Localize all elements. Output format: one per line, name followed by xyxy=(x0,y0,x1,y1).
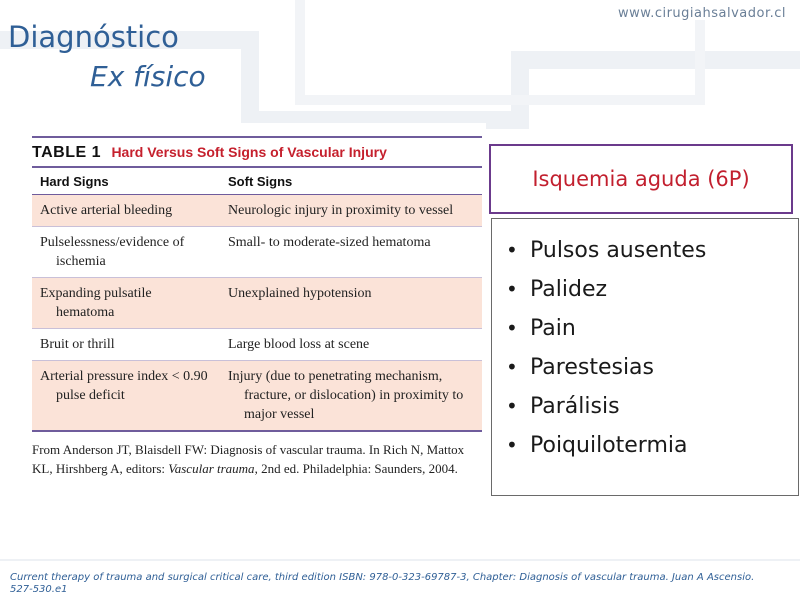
hard-sign-cell xyxy=(32,227,220,278)
table-panel xyxy=(10,123,486,523)
soft-sign-text: Small- to moderate-sized hematoma xyxy=(228,235,431,250)
six-p-item xyxy=(506,426,798,465)
source-prefix: From Anderson JT, Blaisdell FW: Diagnosis of vascular trauma. In Rich N, Mattox KL, Hirshberg A, editors: xyxy=(32,442,465,476)
six-p-item-label: Palidez xyxy=(530,277,608,302)
soft-sign-cell xyxy=(220,278,482,329)
hard-sign-text: Arterial pressure index < 0.90 pulse deficit xyxy=(40,369,208,403)
page-title: Diagnóstico xyxy=(8,20,179,54)
bullet-icon: • xyxy=(506,433,518,457)
six-p-list xyxy=(492,231,798,465)
table-row xyxy=(32,329,482,361)
hard-sign-cell xyxy=(32,361,220,432)
footer-citation: Current therapy of trauma and surgical critical care, third edition ISBN: 978-0-323-69787-3, Chapter: Diagnosis of vascular trauma. Juan A Ascensio. 527-530.e1 xyxy=(10,572,755,595)
bullet-icon: • xyxy=(506,394,518,418)
table-source xyxy=(32,440,482,478)
six-p-item-label: Parestesias xyxy=(530,355,654,380)
six-p-item-label: Parálisis xyxy=(530,394,620,419)
hard-sign-text: Bruit or thrill xyxy=(40,337,115,352)
hard-sign-cell xyxy=(32,195,220,227)
table-row xyxy=(32,361,482,432)
bullet-icon: • xyxy=(506,277,518,301)
bullet-icon: • xyxy=(506,355,518,379)
site-url: www.cirugiahsalvador.cl xyxy=(617,6,786,21)
table-title-row xyxy=(32,136,482,166)
soft-sign-text: Neurologic injury in proximity to vessel xyxy=(228,203,454,218)
bullet-icon: • xyxy=(506,238,518,262)
table-row xyxy=(32,227,482,278)
table-label: TABLE 1 xyxy=(32,144,101,161)
column-header-hard: Hard Signs xyxy=(40,174,109,189)
hard-sign-cell xyxy=(32,278,220,329)
table-row xyxy=(32,195,482,227)
source-title: Vascular trauma xyxy=(168,461,255,476)
table-caption: Hard Versus Soft Signs of Vascular Injury xyxy=(111,144,387,160)
soft-sign-text: Large blood loss at scene xyxy=(228,337,370,352)
six-p-item-label: Pulsos ausentes xyxy=(530,238,707,263)
six-p-item xyxy=(506,348,798,387)
soft-sign-cell xyxy=(220,329,482,361)
six-p-item xyxy=(506,270,798,309)
hard-sign-text: Pulselessness/evidence of ischemia xyxy=(40,235,185,269)
six-p-item xyxy=(506,387,798,426)
six-p-item xyxy=(506,309,798,348)
hard-sign-cell xyxy=(32,329,220,361)
source-suffix: , 2nd ed. Philadelphia: Saunders, 2004. xyxy=(254,461,458,476)
six-p-title-box xyxy=(489,144,793,214)
six-p-item xyxy=(506,231,798,270)
six-p-item-label: Pain xyxy=(530,316,576,341)
vascular-signs-table xyxy=(32,136,482,478)
bullet-icon: • xyxy=(506,316,518,340)
soft-sign-cell xyxy=(220,361,482,432)
signs-table xyxy=(32,166,482,432)
six-p-item-label: Poiquilotermia xyxy=(530,433,688,458)
soft-sign-cell xyxy=(220,195,482,227)
table-row xyxy=(32,278,482,329)
six-p-list-box xyxy=(491,218,799,496)
table-header-row xyxy=(32,167,482,195)
six-p-title: Isquemia aguda (6P) xyxy=(532,167,750,191)
hard-sign-text: Active arterial bleeding xyxy=(40,203,173,218)
soft-sign-text: Injury (due to penetrating mechanism, fracture, or dislocation) in proximity to major vessel xyxy=(228,369,464,422)
soft-sign-cell xyxy=(220,227,482,278)
column-header-soft: Soft Signs xyxy=(228,174,293,189)
page-subtitle: Ex físico xyxy=(90,60,206,93)
hard-sign-text: Expanding pulsatile hematoma xyxy=(40,286,152,320)
soft-sign-text: Unexplained hypotension xyxy=(228,286,372,301)
